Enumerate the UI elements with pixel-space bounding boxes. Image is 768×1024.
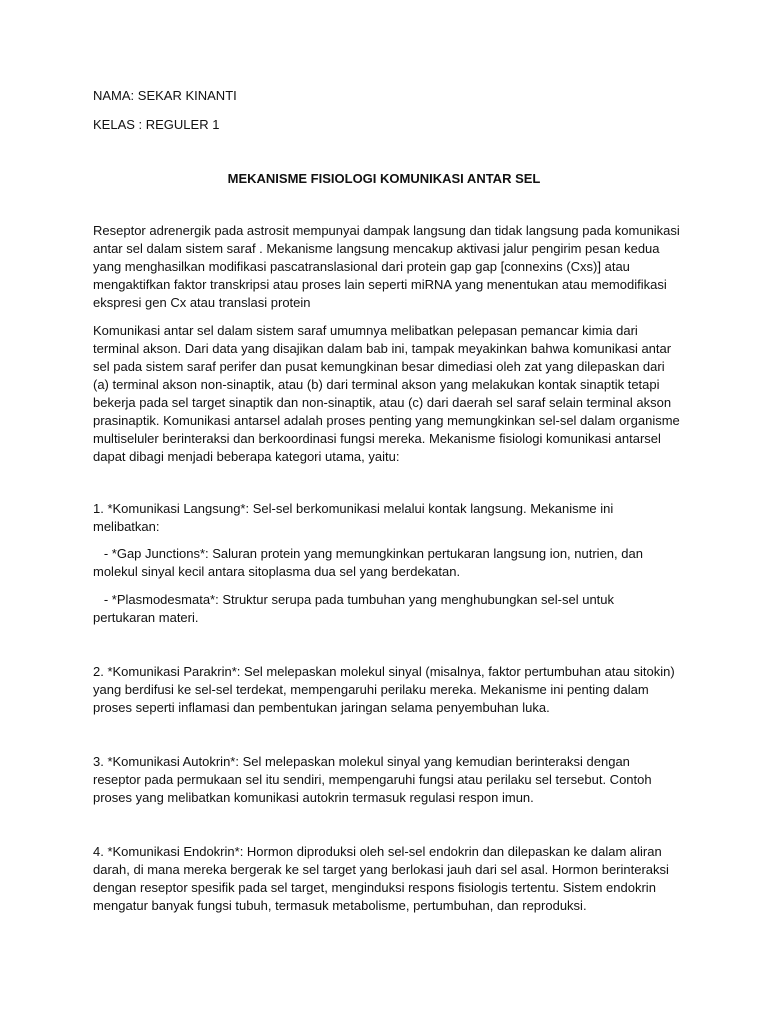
document-title: MEKANISME FISIOLOGI KOMUNIKASI ANTAR SEL (227, 171, 541, 186)
paragraph-line: 3. *Komunikasi Autokrin*: Sel melepaskan molekul sinyal yang kemudian berinteraksi dengan (93, 754, 630, 769)
paragraph-line: terminal akson. Dari data yang disajikan dalam bab ini, tampak meyakinkan bahwa komunikasi antar (93, 341, 672, 356)
paragraph-line: ekspresi gen Cx atau translasi protein (93, 295, 311, 310)
paragraph-line: yang berdifusi ke sel-sel terdekat, mempengaruhi perilaku mereka. Mekanisme ini penting dalam (93, 682, 649, 697)
list-item-3 (93, 753, 683, 807)
paragraph-line: - *Plasmodesmata*: Struktur serupa pada tumbuhan yang menghubungkan sel-sel untuk (93, 592, 615, 607)
paragraph-line: pertukaran materi. (93, 610, 199, 625)
paragraph-line: proses yang melibatkan komunikasi autokrin termasuk regulasi respon imun. (93, 790, 534, 805)
paragraph-line: yang menghasilkan modifikasi pascatranslasional dari protein gap gap [connexins (Cxs)] atau (93, 259, 630, 274)
paragraph-line: multiseluler berinteraksi dan berkoordinasi fungsi mereka. Mekanisme fisiologi komunikasi antarsel (93, 431, 661, 446)
paragraph-1 (93, 222, 683, 312)
list-item-1b (93, 591, 683, 627)
student-name: NAMA: SEKAR KINANTI (93, 88, 237, 103)
paragraph-line: sel pada sistem saraf perifer dan pusat kemungkinan besar dimediasi oleh zat yang dilepaskan dari (93, 359, 665, 374)
list-item-4 (93, 843, 683, 915)
paragraph-line: mengatur banyak fungsi tubuh, termasuk metabolisme, pertumbuhan, dan reproduksi. (93, 898, 587, 913)
paragraph-2 (93, 322, 683, 466)
paragraph-line: prasinaptik. Komunikasi antarsel adalah proses penting yang memungkinkan sel-sel dalam organisme (93, 413, 680, 428)
paragraph-line: molekul sinyal kecil antara sitoplasma dua sel yang berdekatan. (93, 564, 461, 579)
list-item-2 (93, 663, 683, 717)
paragraph-line: proses seperti inflamasi dan pembentukan jaringan selama penyembuhan luka. (93, 700, 550, 715)
paragraph-line: dengan reseptor spesifik pada sel target, menginduksi respons fisiologis tertentu. Sistem endokrin (93, 880, 656, 895)
paragraph-line: (a) terminal akson non-sinaptik, atau (b) dari terminal akson yang melakukan kontak sinaptik tetapi (93, 377, 660, 392)
paragraph-line: antar sel dalam sistem saraf . Mekanisme langsung mencakup aktivasi jalur pengirim pesan kedua (93, 241, 660, 256)
paragraph-line: mengaktifkan faktor transkripsi atau proses lain seperti miRNA yang menentukan atau memodifikasi (93, 277, 667, 292)
paragraph-line: 2. *Komunikasi Parakrin*: Sel melepaskan molekul sinyal (misalnya, faktor pertumbuhan atau sitokin) (93, 664, 675, 679)
paragraph-line: Reseptor adrenergik pada astrosit mempunyai dampak langsung dan tidak langsung pada komunikasi (93, 223, 680, 238)
paragraph-line: bekerja pada sel target sinaptik dan non-sinaptik, atau (c) dari daerah sel saraf selain terminal akson (93, 395, 672, 410)
paragraph-line: - *Gap Junctions*: Saluran protein yang memungkinkan pertukaran langsung ion, nutrien, dan (93, 546, 643, 561)
paragraph-line: 1. *Komunikasi Langsung*: Sel-sel berkomunikasi melalui kontak langsung. Mekanisme ini (93, 501, 614, 516)
list-item-1 (93, 500, 683, 536)
paragraph-line: melibatkan: (93, 519, 160, 534)
paragraph-line: Komunikasi antar sel dalam sistem saraf umumnya melibatkan pelepasan pemancar kimia dari (93, 323, 638, 338)
paragraph-line: reseptor pada permukaan sel itu sendiri, mempengaruhi fungsi atau perilaku sel tersebut. Contoh (93, 772, 652, 787)
paragraph-line: dapat dibagi menjadi beberapa kategori utama, yaitu: (93, 449, 400, 464)
paragraph-line: darah, di mana mereka bergerak ke sel target yang berlokasi jauh dari sel asal. Hormon berinteraksi (93, 862, 669, 877)
list-item-1a (93, 545, 683, 581)
student-class: KELAS : REGULER 1 (93, 117, 220, 132)
paragraph-line: 4. *Komunikasi Endokrin*: Hormon diproduksi oleh sel-sel endokrin dan dilepaskan ke dalam aliran (93, 844, 662, 859)
